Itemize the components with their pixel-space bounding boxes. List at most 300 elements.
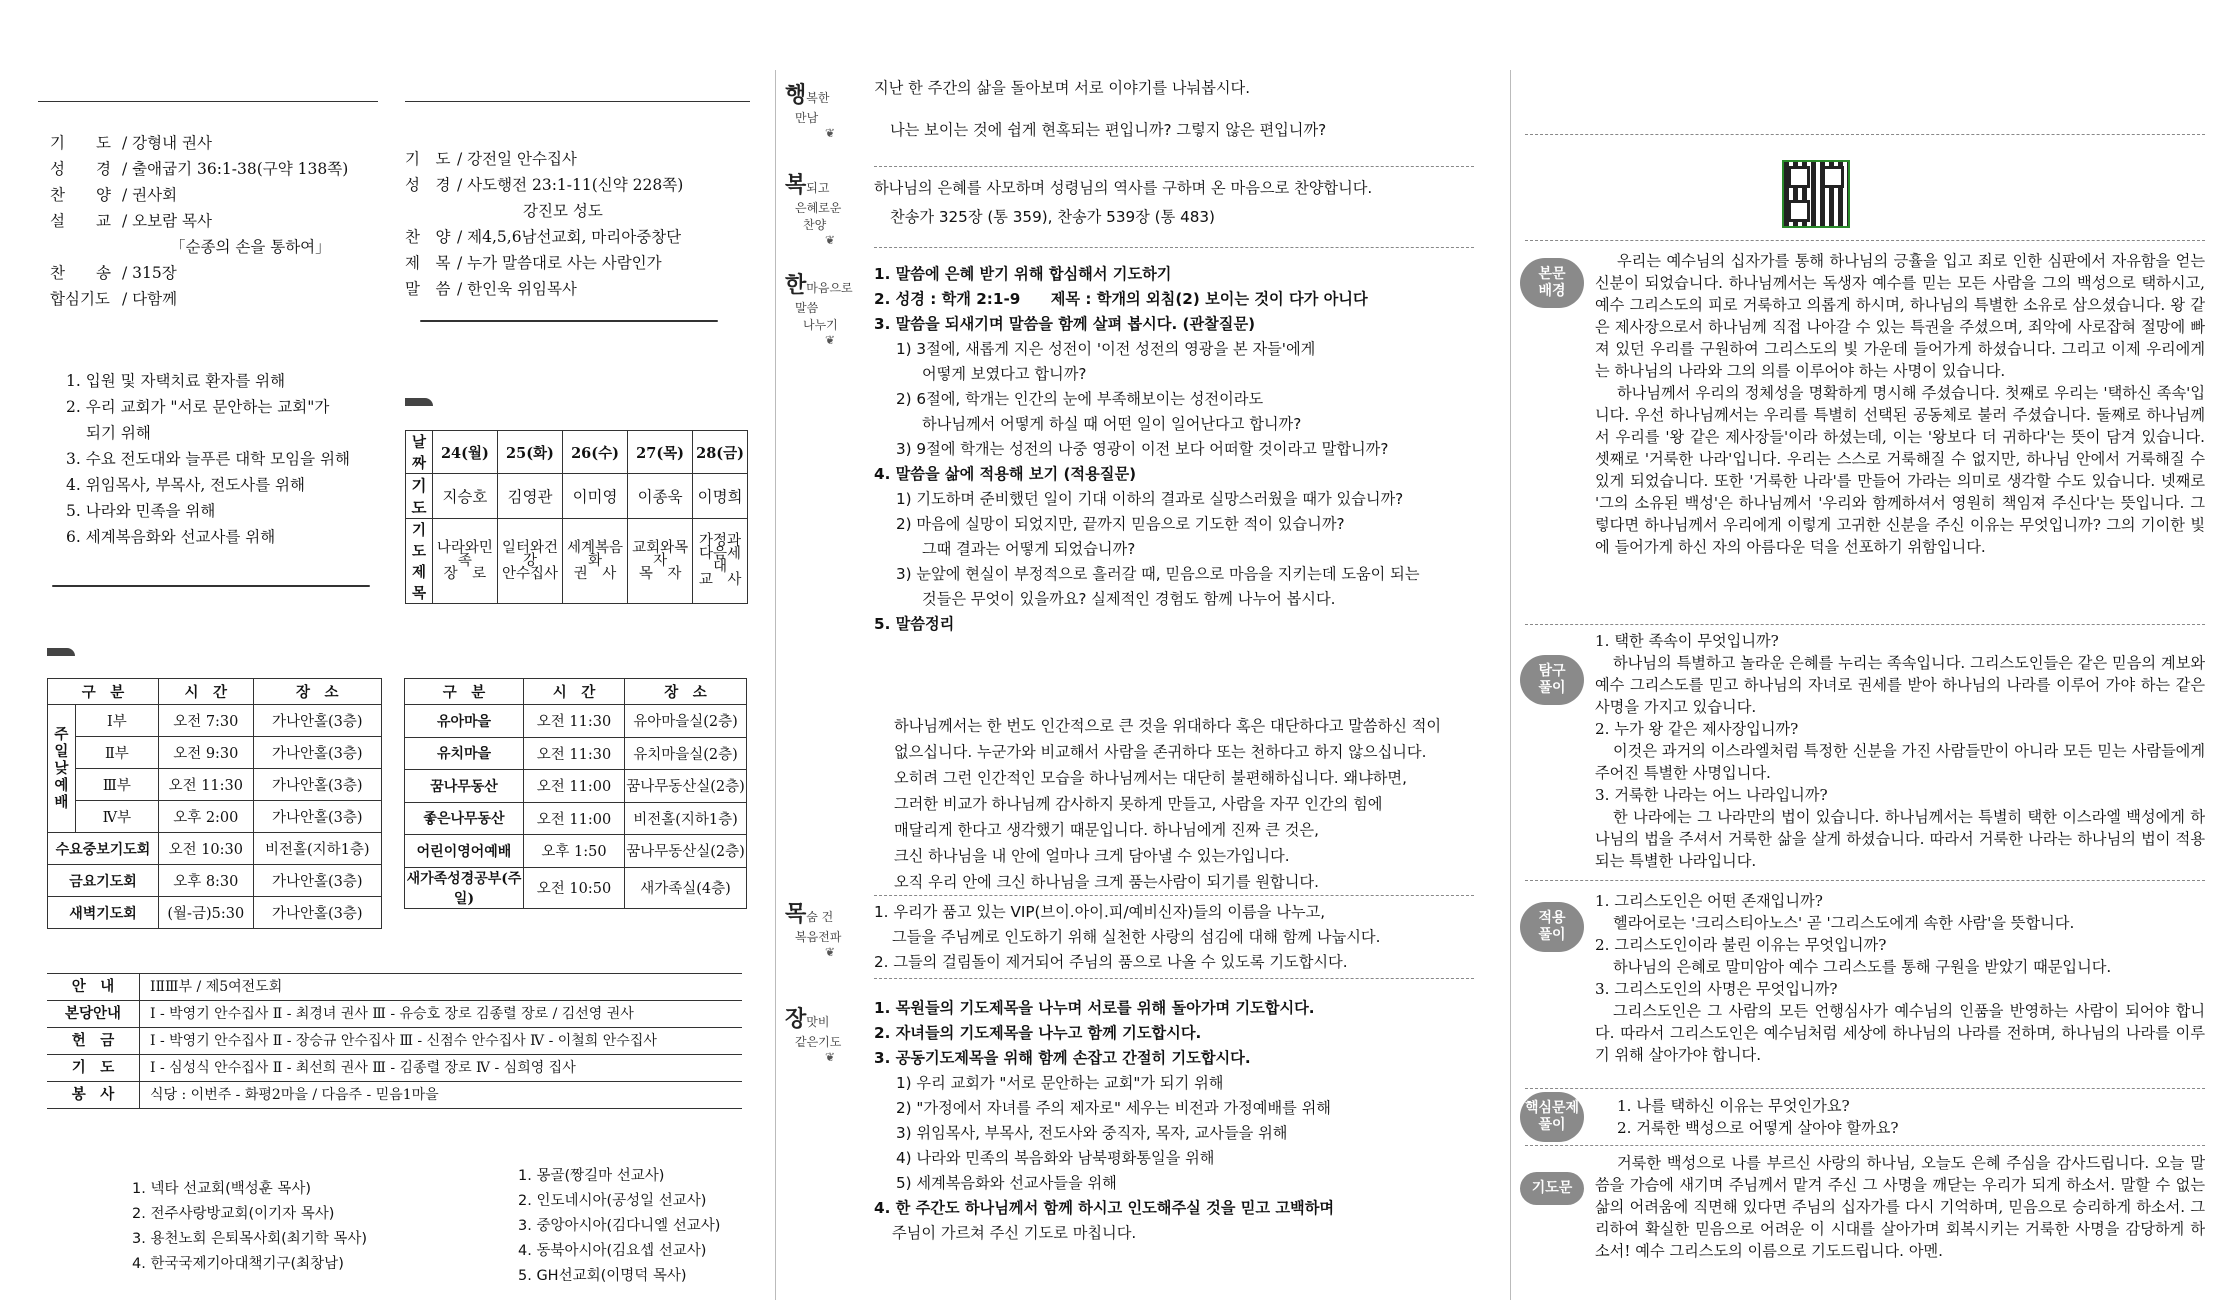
badge-line1 xyxy=(785,78,861,109)
text-line: 3) 9절에 학개는 성전의 나중 영광이 이전 보다 어떠할 것이라고 말합니까? xyxy=(896,440,1389,458)
cell: 오전 7:30 xyxy=(159,705,254,737)
order-value: 「순종의 손을 통하여」 xyxy=(170,238,331,256)
text-line: 1. 목원들의 기도제목을 나누며 서로를 위해 돌아가며 기도합시다. xyxy=(874,999,1315,1017)
head-cell: 시 간 xyxy=(159,679,254,705)
label-char: 배 xyxy=(54,794,69,811)
order-value: / 제4,5,6남선교회, 마리아중창단 xyxy=(457,228,682,246)
meetings-table-left xyxy=(47,678,382,929)
summary-line: 그러한 비교가 하나님께 감사하지 못하게 만들고, 사람을 자꾸 인간의 힘에 xyxy=(894,795,1383,813)
topic-line: 나라와민족 xyxy=(436,539,493,569)
section-lines xyxy=(874,205,1494,230)
table-row xyxy=(405,835,747,868)
order-value: / 오보람 목사 xyxy=(122,212,212,230)
head-cell: 구 분 xyxy=(405,679,524,705)
divider xyxy=(1525,134,2205,135)
order-item xyxy=(50,182,380,208)
worship-order xyxy=(50,130,380,312)
cell: Ⅳ부 xyxy=(75,801,158,833)
duty-label: 기 도 xyxy=(47,1055,140,1081)
badge-line2: 은혜로운 xyxy=(795,201,842,215)
section-badge xyxy=(785,1002,861,1064)
head-cell: 장 소 xyxy=(253,679,381,705)
text-line: 1. 말씀에 은혜 받기 위해 합심해서 기도하기 xyxy=(874,265,1172,283)
dawn-topic xyxy=(628,519,693,604)
summary-line: 하나님께서는 한 번도 인간적으로 큰 것을 위대하다 혹은 대단하다고 말씀하신 적이 xyxy=(894,717,1442,735)
order-item xyxy=(50,234,380,260)
order-label: 찬 양 xyxy=(50,186,111,204)
table-row xyxy=(48,801,382,833)
answer: 하나님의 특별하고 놀라운 은혜를 누리는 족속입니다. 그리스도인들은 같은 믿음의 계보와 예수 그리스도를 믿고 하나님의 자녀로 권세를 받아 하나님의 나라를 이루어 가야 하는 같은 사명을 가지고 있습니다. xyxy=(1595,654,2205,716)
order-value: / 강전일 안수집사 xyxy=(457,150,577,168)
dawn-topic-label xyxy=(406,519,433,604)
order-item xyxy=(405,172,750,198)
text-line: 3. 공동기도제목을 위해 함께 손잡고 간절히 기도합시다. xyxy=(874,1049,1251,1067)
label-line: 기도 xyxy=(411,522,426,560)
badge-big: 목 xyxy=(785,902,807,927)
mission-item: 2. 인도네시아(공성일 선교사) xyxy=(518,1193,707,1209)
topic-line: 교 사 xyxy=(698,572,742,588)
badge-big: 한 xyxy=(785,273,807,298)
cell: (월-금)5:30 xyxy=(159,897,254,929)
qr-code-icon[interactable] xyxy=(1782,160,1850,228)
text-line: 어떻게 보였다고 합니까? xyxy=(922,365,1087,383)
mission-item: 5. GH선교회(이명덕 목사) xyxy=(518,1268,687,1284)
cell: 가나안홀(3층) xyxy=(253,865,381,897)
cell: 어린이영어예배 xyxy=(405,835,524,868)
sunday-label xyxy=(48,705,76,833)
order-label: 제 목 xyxy=(405,254,451,272)
cell: 금요기도회 xyxy=(48,865,159,897)
order-item xyxy=(405,276,750,302)
label-line: 풀이 xyxy=(1538,927,1566,943)
text-line: 찬송가 325장 (통 359), 찬송가 539장 (통 483) xyxy=(890,208,1215,226)
summary-line: 오직 우리 안에 크신 하나님을 크게 품는사람이 되기를 원합니다. xyxy=(894,873,1319,891)
cell: 꿈나무동산실(2층) xyxy=(625,770,747,803)
dawn-title xyxy=(405,398,433,406)
text-line: 3) 눈앞에 현실이 부정적으로 흘러갈 때, 믿음으로 마음을 지키는데 도움이 되는 xyxy=(896,565,1420,583)
order-label: 기 도 xyxy=(50,134,111,152)
dawn-topic xyxy=(497,519,562,604)
dawn-date: 날짜 xyxy=(406,431,433,474)
cell: 꿈나무동산실(2층) xyxy=(625,835,747,868)
cell: 가나안홀(3층) xyxy=(253,705,381,737)
order-value: 강진모 성도 xyxy=(523,202,603,220)
section-text xyxy=(1595,1152,2205,1262)
cell: 오전 11:30 xyxy=(159,769,254,801)
order-value: / 권사회 xyxy=(122,186,178,204)
answer: 이것은 과거의 이스라엘처럼 특정한 신분을 가진 사람들만이 아니라 모든 믿는 사람들에게 주어진 특별한 사명입니다. xyxy=(1595,742,2205,782)
cell: 오전 10:30 xyxy=(159,833,254,865)
dawn-leader: 기도 xyxy=(406,474,433,519)
divider xyxy=(1525,880,2205,881)
table-row xyxy=(405,705,747,738)
dawn-date: 24(월) xyxy=(432,431,497,474)
head-cell: 구 분 xyxy=(48,679,159,705)
prayer-item: 5. 나라와 민족을 위해 xyxy=(66,502,216,520)
duty-row xyxy=(47,1000,742,1027)
mission-item: 3. 중앙아시아(김다니엘 선교사) xyxy=(518,1218,721,1234)
text-line: 2. 성경 : 학개 2:1-9 제목 : 학개의 외침(2) 보이는 것이 다가 아니다 xyxy=(874,290,1368,308)
dawn-leader: 지승호 xyxy=(432,474,497,519)
dawn-leader: 이명희 xyxy=(693,474,748,519)
text-line: 나는 보이는 것에 쉽게 현혹되는 편입니까? 그렇지 않은 편입니까? xyxy=(890,121,1327,139)
section-text xyxy=(1595,630,2205,872)
badge-line1 xyxy=(785,897,861,928)
duty-row xyxy=(47,1027,742,1054)
text-line: 1. 우리가 품고 있는 VIP(브이.아이.피/예비신자)들의 이름을 나누고, xyxy=(874,903,1326,921)
topic-line: 안수집사 xyxy=(501,565,558,582)
cell: 수요중보기도회 xyxy=(48,833,159,865)
cell: 가나안홀(3층) xyxy=(253,801,381,833)
topic-line: 권 사 xyxy=(573,565,617,582)
dawn-date: 27(목) xyxy=(628,431,693,474)
divider xyxy=(38,101,378,102)
divider xyxy=(874,895,1474,896)
cell: 유치마을실(2층) xyxy=(625,737,747,770)
section-lines xyxy=(874,900,1494,975)
question: 3. 거룩한 나라는 어느 나라입니까? xyxy=(1595,786,1828,804)
prayer-item: 2. 우리 교회가 "서로 문안하는 교회"가 xyxy=(66,398,330,416)
section-badge xyxy=(785,268,861,347)
dawn-topic xyxy=(432,519,497,604)
summary-line: 크신 하나님을 내 안에 얼마나 크게 담아낼 수 있는가입니다. xyxy=(894,847,1290,865)
section-badge xyxy=(785,78,861,140)
text-line: 그들을 주님께로 인도하기 위해 실천한 사랑의 섬김에 대해 함께 나눕시다. xyxy=(892,928,1381,946)
badge-line1 xyxy=(785,268,861,299)
divider xyxy=(874,978,1474,979)
mission-item: 4. 동북아시아(김요셉 선교사) xyxy=(518,1243,707,1259)
section-lines xyxy=(874,76,1494,101)
leaf-icon: ❦ xyxy=(825,945,836,959)
topic-line: 목 자 xyxy=(638,565,682,582)
divider xyxy=(1525,1145,2205,1146)
answer: 하나님의 은혜로 말미암아 예수 그리스도를 통해 구원을 받았기 때문입니다. xyxy=(1613,958,2112,976)
table-row xyxy=(48,769,382,801)
cell: Ⅰ부 xyxy=(75,705,158,737)
question: 1. 택한 족속이 무엇입니까? xyxy=(1595,632,1779,650)
badge-line3: 찬양 xyxy=(803,218,827,232)
section-label xyxy=(1520,655,1584,705)
text-line: 2) 6절에, 학개는 인간의 눈에 부족해보이는 성전이라도 xyxy=(896,390,1264,408)
paragraph: 우리는 예수님의 십자가를 통해 하나님의 긍휼을 입고 죄로 인한 심판에서 자유함을 얻는 신분이 되었습니다. 하나님께서는 독생자 예수를 믿는 모든 사람을 그의 백성으로 택하시고, 예수 그리스도의 피로 거룩하고 의롭게 하시며, 하나님의 특별한 소유로 삼으셨습니다. 왕 같은 제사장으로서 하나님께 직접 나아갈 수 있는 특권을 주셨으며, 죄악에 사로잡혀 절망에 빠져 있던 우리를 구원하여 그리스도의 빛 가운데 들어가게 하셨습니다. 그리고 이제 우리에게는 하나님의 나라와 그의 의를 이루어야 하는 사명이 있습니다. xyxy=(1595,252,2205,380)
prayer-item: 1. 입원 및 자택치료 환자를 위해 xyxy=(66,372,286,390)
label-char: 일 xyxy=(54,743,69,760)
cell: 유아마을실(2층) xyxy=(625,705,747,738)
divider xyxy=(1525,240,2205,241)
text-line: 2) "가정에서 자녀를 주의 제자로" 세우는 비전과 가정예배를 위해 xyxy=(896,1099,1331,1117)
text-line: 1) 기도하며 준비했던 일이 기대 이하의 결과로 실망스러웠을 때가 있습니까? xyxy=(896,490,1404,508)
text-line: 하나님의 은혜를 사모하며 성령님의 역사를 구하며 온 마음으로 찬양합니다. xyxy=(874,179,1373,197)
answer: 한 나라에는 그 나라만의 법이 있습니다. 하나님께서는 특별히 택한 이스라엘 백성에게 하나님의 법을 주셔서 거룩한 삶을 살게 하셨습니다. 따라서 거룩한 나라는 하나님의 법이 적용되는 특별한 나라입니다. xyxy=(1595,808,2205,870)
paragraph: 2. 거룩한 백성으로 어떻게 살아야 할까요? xyxy=(1617,1119,1899,1137)
section-label xyxy=(1520,1172,1584,1205)
badge-line2: 만남 xyxy=(795,111,819,125)
column-divider xyxy=(1510,70,1511,1300)
column-divider xyxy=(775,70,776,1300)
badge-small: 숨 건 xyxy=(806,910,834,924)
section-lines xyxy=(874,176,1494,201)
text-line: 4. 한 주간도 하나님께서 함께 하시고 인도해주실 것을 믿고 고백하며 xyxy=(874,1199,1335,1217)
section-text xyxy=(1595,250,2205,558)
order-item xyxy=(405,224,750,250)
order-value: / 한인욱 위임목사 xyxy=(457,280,577,298)
topic-line: 교회와목자 xyxy=(632,539,689,569)
section-label xyxy=(1520,258,1584,308)
badge-line2: 말씀 xyxy=(795,301,819,315)
label-line: 풀이 xyxy=(1538,680,1566,696)
table-row xyxy=(48,897,382,929)
cell: 오전 11:00 xyxy=(524,770,625,803)
prayer-item: 6. 세계복음화와 선교사를 위해 xyxy=(66,528,276,546)
dawn-date: 28(금) xyxy=(693,431,748,474)
cell: 오후 8:30 xyxy=(159,865,254,897)
table-row xyxy=(405,802,747,835)
prayer-item: 3. 수요 전도대와 늘푸른 대학 모임을 위해 xyxy=(66,450,350,468)
meetings-title xyxy=(47,648,75,656)
missions-left xyxy=(132,1177,367,1277)
paragraph: 하나님께서 우리의 정체성을 명확하게 명시해 주셨습니다. 첫째로 우리는 '택하신 족속'입니다. 우선 하나님께서는 우리를 특별히 선택된 공동체로 불러 주셨습니다. 둘째로 하나님께서 우리를 '왕 같은 제사장들'이라 하셨는데, 이는 '왕보다 더 귀하다'는 뜻이 담겨 있습니다. 셋째로 '거룩한 나라'입니다. 우리는 스스로 거룩해질 수 없지만, 하나님 안에서 거룩해질 수 있게 되었습니다. 또한 '거룩한 나라'를 만들어 가라는 의미로 생각할 수도 있습니다. 넷째로 '그의 소유된 백성'은 하나님께서 '우리와 함께하셔서 영원히 책임져 주신다'는 뜻입니다. 그렇다면 하나님께서 우리에게 이렇게 고귀한 신분을 주신 이유는 무엇입니까? 그의 기이한 빛에 들어가게 하신 자의 아름다운 덕을 선포하기 위함입니다. xyxy=(1595,384,2205,556)
badge-small: 복한 xyxy=(806,91,830,105)
duties-table xyxy=(47,973,742,1109)
cell: 오전 10:50 xyxy=(524,867,625,908)
summary-line: 없으십니다. 누군가와 비교해서 사람을 존귀하다 또는 천하다고 하지 않으십니다. xyxy=(894,743,1427,761)
head-cell: 장 소 xyxy=(625,679,747,705)
label-line: 풀이 xyxy=(1538,1117,1566,1133)
order-label: 기 도 xyxy=(405,150,451,168)
badge-line3: 나누기 xyxy=(803,318,838,332)
duty-value: ⅠⅡⅢ부 / 제5여전도회 xyxy=(150,979,283,995)
label-char: 주 xyxy=(54,726,69,743)
order-label: 찬 송 xyxy=(50,264,111,282)
order-value: / 출애굽기 36:1-38(구약 138쪽) xyxy=(122,160,349,178)
table-row xyxy=(405,770,747,803)
cell: 오전 11:30 xyxy=(524,737,625,770)
order-value: / 사도행전 23:1-11(신약 228쪽) xyxy=(457,176,684,194)
divider xyxy=(1525,1088,2205,1089)
mission-item: 4. 한국국제기아대책기구(최창남) xyxy=(132,1256,344,1272)
question: 1. 그리스도인은 어떤 존재입니까? xyxy=(1595,892,1823,910)
order-label: 성 경 xyxy=(405,176,451,194)
cell: 새가족실(4층) xyxy=(625,867,747,908)
next-week-prayer xyxy=(52,585,370,587)
table-row xyxy=(48,705,382,737)
duty-row xyxy=(47,1054,742,1081)
meetings-table-right xyxy=(404,678,747,909)
cell: 오전 11:00 xyxy=(524,802,625,835)
duty-value: Ⅰ - 심성식 안수집사 Ⅱ - 최선희 권사 Ⅲ - 김종렬 장로 Ⅳ - 심희영 집사 xyxy=(150,1060,576,1076)
order-item xyxy=(50,208,380,234)
divider xyxy=(1525,624,2205,625)
table-row xyxy=(48,865,382,897)
label-char: 예 xyxy=(54,777,69,794)
order-value: / 315장 xyxy=(122,264,177,282)
dawn-table xyxy=(405,430,748,604)
leaf-icon: ❦ xyxy=(825,233,836,247)
text-line: 것들은 무엇이 있을까요? 실제적인 경험도 함께 나누어 봅시다. xyxy=(922,590,1336,608)
text-line: 3) 위임목사, 부목사, 전도사와 중직자, 목자, 교사들을 위해 xyxy=(896,1124,1288,1142)
table-row xyxy=(405,867,747,908)
text-line: 주님이 가르쳐 주신 기도로 마칩니다. xyxy=(892,1224,1137,1242)
duty-label: 헌 금 xyxy=(47,1028,140,1054)
label-line: 적용 xyxy=(1538,910,1566,926)
order-label: 합심기도 xyxy=(50,290,110,308)
question: 2. 그리스도인이라 불린 이유는 무엇입니까? xyxy=(1595,936,1887,954)
badge-small: 맛비 xyxy=(806,1015,830,1029)
cell: 가나안홀(3층) xyxy=(253,769,381,801)
dawn-date: 25(화) xyxy=(497,431,562,474)
text-line: 지난 한 주간의 삶을 돌아보며 서로 이야기를 나눠봅시다. xyxy=(874,79,1251,97)
cell: 가나안홀(3층) xyxy=(253,897,381,929)
label-line: 핵심문제 xyxy=(1524,1100,1580,1116)
label-line: 본문 xyxy=(1538,266,1566,282)
mission-item: 3. 용천노회 은퇴목사회(최기학 목사) xyxy=(132,1231,368,1247)
duty-label: 안 내 xyxy=(47,974,140,1000)
duty-value: Ⅰ - 박영기 안수집사 Ⅱ - 최경녀 권사 Ⅲ - 유승호 장로 김종렬 장로 / 김선영 권사 xyxy=(150,1006,634,1022)
section-text xyxy=(1595,1095,2205,1139)
text-line: 4. 말씀을 삶에 적용해 보기 (적용질문) xyxy=(874,465,1137,483)
badge-line1 xyxy=(785,1002,861,1033)
topic-line: 다음세대 xyxy=(699,546,742,575)
text-line: 5. 말씀정리 xyxy=(874,615,955,633)
answer: 헬라어로는 '크리스티아노스' 곧 '그리스도에게 속한 사람'을 뜻합니다. xyxy=(1613,914,2075,932)
cell: 유치마을 xyxy=(405,737,524,770)
paragraph: 1. 나를 택하신 이유는 무엇인가요? xyxy=(1617,1097,1850,1115)
cell: Ⅲ부 xyxy=(75,769,158,801)
order-label: 성 경 xyxy=(50,160,111,178)
cell: 비전홀(지하1층) xyxy=(625,802,747,835)
order-item xyxy=(50,260,380,286)
section-text xyxy=(1595,890,2205,1066)
text-line: 그때 결과는 어떻게 되었습니까? xyxy=(922,540,1136,558)
summary-line: 오히려 그런 인간적인 모습을 하나님께서는 대단히 불편해하십니다. 왜냐하면, xyxy=(894,769,1407,787)
section-label xyxy=(1520,902,1584,952)
head-cell: 시 간 xyxy=(524,679,625,705)
text-line: 3. 말씀을 되새기며 말씀을 함께 살펴 봅시다. (관찰질문) xyxy=(874,315,1256,333)
mission-item: 2. 전주사랑방교회(이기자 목사) xyxy=(132,1206,335,1222)
order-item xyxy=(405,198,750,224)
table-row xyxy=(48,737,382,769)
prayer-item: 되기 위해 xyxy=(86,424,151,442)
dawn-topic xyxy=(693,519,748,604)
mission-item: 1. 넥타 선교회(백성훈 목사) xyxy=(132,1181,312,1197)
label-char: 낮 xyxy=(54,760,69,777)
duty-label: 봉 사 xyxy=(47,1082,140,1108)
answer: 그리스도인은 그 사람의 모든 언행심사가 예수님의 인품을 반영하는 사람이 되어야 합니다. 따라서 그리스도인은 예수님처럼 세상에 하나님의 나라를 전하며, 하나님의 나라를 이루기 위해 살아가야 합니다. xyxy=(1595,1002,2205,1064)
table-row xyxy=(48,833,382,865)
cell: 오후 2:00 xyxy=(159,801,254,833)
text-line: 5) 세계복음화와 선교사들을 위해 xyxy=(896,1174,1117,1192)
cell: 좋은나무동산 xyxy=(405,802,524,835)
leaf-icon: ❦ xyxy=(825,333,836,347)
duty-row xyxy=(47,1081,742,1109)
order-value: / 강형내 권사 xyxy=(122,134,212,152)
dawn-date: 26(수) xyxy=(563,431,628,474)
duty-label: 본당안내 xyxy=(47,1001,140,1027)
badge-line1 xyxy=(785,168,861,199)
section-label xyxy=(1520,1092,1584,1142)
topic-line: 일터와건강 xyxy=(501,539,558,569)
section-lines xyxy=(874,996,1494,1246)
cell: 오전 9:30 xyxy=(159,737,254,769)
section-badge xyxy=(785,168,861,247)
prayer-item: 4. 위임목사, 부목사, 전도사를 위해 xyxy=(66,476,306,494)
duty-value: Ⅰ - 박영기 안수집사 Ⅱ - 장승규 안수집사 Ⅲ - 신점수 안수집사 Ⅳ - 이철희 안수집사 xyxy=(150,1033,657,1049)
label-line: 기도문 xyxy=(1531,1180,1573,1196)
badge-big: 장 xyxy=(785,1007,807,1032)
worship-order xyxy=(405,146,750,302)
duty-value: 식당 : 이번주 - 화평2마을 / 다음주 - 믿음1마을 xyxy=(150,1087,439,1103)
topic-line: 세계복음화 xyxy=(567,539,624,569)
prayer-list xyxy=(66,368,386,550)
order-value: / 누가 말씀대로 사는 사람인가 xyxy=(457,254,662,272)
badge-big: 복 xyxy=(785,173,807,198)
duty-row xyxy=(47,973,742,1000)
dawn-topic xyxy=(563,519,628,604)
text-line: 2) 마음에 실망이 되었지만, 끝까지 믿음으로 기도한 적이 있습니까? xyxy=(896,515,1345,533)
label-line: 탐구 xyxy=(1538,663,1566,679)
order-item xyxy=(50,156,380,182)
label-line: 배경 xyxy=(1538,283,1566,299)
divider xyxy=(405,101,750,102)
question: 2. 누가 왕 같은 제사장입니까? xyxy=(1595,720,1799,738)
order-label: 말 씀 xyxy=(405,280,451,298)
text-line: 1) 우리 교회가 "서로 문안하는 교회"가 되기 위해 xyxy=(896,1074,1224,1092)
badge-big: 행 xyxy=(785,83,807,108)
text-line: 하나님께서 어떻게 하실 때 어떤 일이 일어난다고 합니까? xyxy=(922,415,1302,433)
order-label: 찬 양 xyxy=(405,228,451,246)
cell: 오후 1:50 xyxy=(524,835,625,868)
leaf-icon: ❦ xyxy=(825,126,836,140)
cell: 가나안홀(3층) xyxy=(253,737,381,769)
mission-item: 1. 몽골(짱길마 선교사) xyxy=(518,1168,665,1184)
cell: 유아마을 xyxy=(405,705,524,738)
cell: 새벽기도회 xyxy=(48,897,159,929)
badge-small: 마음으로 xyxy=(806,281,853,295)
cell: Ⅱ부 xyxy=(75,737,158,769)
text-line: 2. 그들의 걸림돌이 제거되어 주님의 품으로 나올 수 있도록 기도합시다. xyxy=(874,953,1348,971)
table-row xyxy=(405,737,747,770)
text-line: 4) 나라와 민족의 복음화와 남북평화통일을 위해 xyxy=(896,1149,1215,1167)
text-line: 1) 3절에, 새롭게 지은 성전이 '이전 성전의 영광을 본 자들'에게 xyxy=(896,340,1316,358)
section-lines xyxy=(874,262,1494,637)
order-item xyxy=(50,286,380,312)
section-lines xyxy=(874,118,1494,143)
table-head xyxy=(48,679,382,705)
cell: 비전홀(지하1층) xyxy=(253,833,381,865)
summary-line: 매달리게 한다고 생각했기 때문입니다. 하나님에게 진짜 큰 것은, xyxy=(894,821,1319,839)
label-line: 제목 xyxy=(411,564,426,602)
cell: 새가족성경공부(주일) xyxy=(405,867,524,908)
cell: 꿈나무동산 xyxy=(405,770,524,803)
leaf-icon: ❦ xyxy=(825,1050,836,1064)
badge-line2: 복음전파 xyxy=(795,930,842,944)
next-praise xyxy=(420,320,718,322)
order-label: 설 교 xyxy=(50,212,111,230)
dawn-leader: 이종욱 xyxy=(628,474,693,519)
badge-small: 되고 xyxy=(806,181,830,195)
order-value: / 다함께 xyxy=(122,290,178,308)
paragraph: 거룩한 백성으로 나를 부르신 사랑의 하나님, 오늘도 은혜 주심을 감사드립니다. 오늘 말씀을 가슴에 새기며 주님께서 맡겨 주신 그 사명을 깨닫는 우리가 되게 하소서. 말할 수 없는 삶의 어려움에 직면해 있다면 주님의 십자가를 다시 기억하며, 믿음으로 승리하게 하소서. 그리하여 확실한 믿음으로 어려운 이 시대를 살아가며 회복시키는 거룩한 사명을 감당하게 하소서! 예수 그리스도의 이름으로 기도드립니다. 아멘. xyxy=(1595,1154,2205,1260)
cell: 오전 11:30 xyxy=(524,705,625,738)
order-item xyxy=(405,250,750,276)
dawn-leader: 이미영 xyxy=(563,474,628,519)
divider xyxy=(874,166,1474,167)
summary xyxy=(874,713,1494,895)
divider xyxy=(874,247,1474,248)
missions-right xyxy=(518,1164,720,1289)
topic-line: 장 로 xyxy=(443,565,487,582)
question: 3. 그리스도인의 사명은 무엇입니까? xyxy=(1595,980,1838,998)
